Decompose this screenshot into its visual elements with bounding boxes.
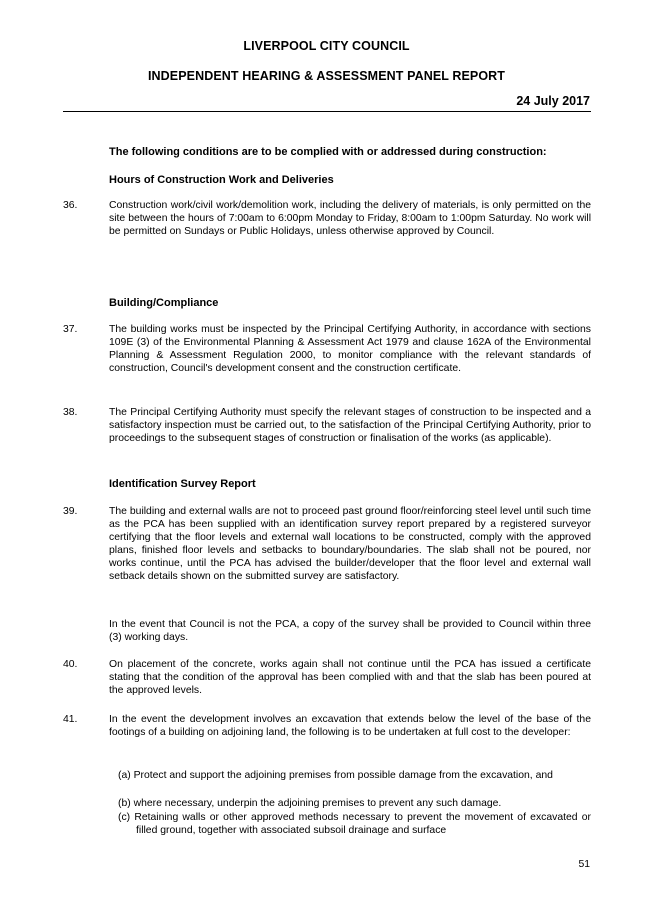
condition-number: 36. bbox=[63, 200, 78, 211]
sub-item-c: (c) Retaining walls or other approved methods necessary to prevent the movement of excavated or filled ground, together with associated subsoil drainage and surface bbox=[118, 812, 591, 836]
page-number: 51 bbox=[578, 859, 590, 870]
condition-number: 39. bbox=[63, 506, 78, 517]
condition-text: The building works must be inspected by the Principal Certifying Authority, in accordance with sections 109E (3) of the Environmental Planning & Assessment Act 1979 and clause 162A of the Environmental Planning & Assessment Regulation 2000, to monitor compliance with the relevant standards of construction, Council's development consent and the construction certificate. bbox=[109, 324, 591, 374]
report-date: 24 July 2017 bbox=[516, 94, 590, 108]
report-title: INDEPENDENT HEARING & ASSESSMENT PANEL REPORT bbox=[147, 69, 506, 83]
council-name: LIVERPOOL CITY COUNCIL bbox=[243, 39, 410, 53]
condition-number: 37. bbox=[63, 324, 78, 335]
condition-text-continued: In the event that Council is not the PCA, a copy of the survey shall be provided to Council within three (3) working days. bbox=[109, 619, 591, 643]
condition-text: Construction work/civil work/demolition work, including the delivery of materials, is only permitted on the site between the hours of 7:00am to 6:00pm Monday to Friday, 8:00am to 1:00pm Saturday. No work will be permitted on Sundays or Public Holidays, unless otherwise approved by Council. bbox=[109, 200, 591, 237]
condition-number: 38. bbox=[63, 407, 78, 418]
section-heading-hours: Hours of Construction Work and Deliveries bbox=[109, 174, 334, 186]
condition-text: The building and external walls are not to proceed past ground floor/reinforcing steel level until such time as the PCA has been supplied with an identification survey report prepared by a registered surveyor certifying that the floor levels and external wall locations to be constructed, comply with the approved plans, finished floor levels and setbacks to boundary/boundaries. The slab shall not be poured, nor works continue, until the PCA has advised the builder/developer that the floor level and external wall setback details shown on the submitted survey are satisfactory. bbox=[109, 506, 591, 582]
section-heading-building: Building/Compliance bbox=[109, 297, 219, 309]
sub-item-b: (b) where necessary, underpin the adjoining premises to prevent any such damage. bbox=[118, 798, 502, 809]
condition-text: On placement of the concrete, works again shall not continue until the PCA has issued a certificate stating that the condition of the approval has been complied with and that the slab has been poured at the approved levels. bbox=[109, 659, 591, 696]
sub-item-a: (a) Protect and support the adjoining premises from possible damage from the excavation, and bbox=[118, 770, 553, 781]
section-heading-survey: Identification Survey Report bbox=[109, 478, 256, 490]
header-divider bbox=[63, 111, 591, 112]
condition-text: In the event the development involves an excavation that extends below the level of the base of the footings of a building on adjoining land, the following is to be undertaken at full cost to the developer: bbox=[109, 714, 591, 738]
condition-number: 40. bbox=[63, 659, 78, 670]
intro-heading: The following conditions are to be complied with or addressed during construction: bbox=[109, 146, 547, 158]
condition-number: 41. bbox=[63, 714, 78, 725]
condition-text: The Principal Certifying Authority must specify the relevant stages of construction to be inspected and a satisfactory inspection must be carried out, to the satisfaction of the Principal Certifying Authority, prior to proceedings to the subsequent stages of construction or finalisation of the works (as applicable). bbox=[109, 407, 591, 444]
